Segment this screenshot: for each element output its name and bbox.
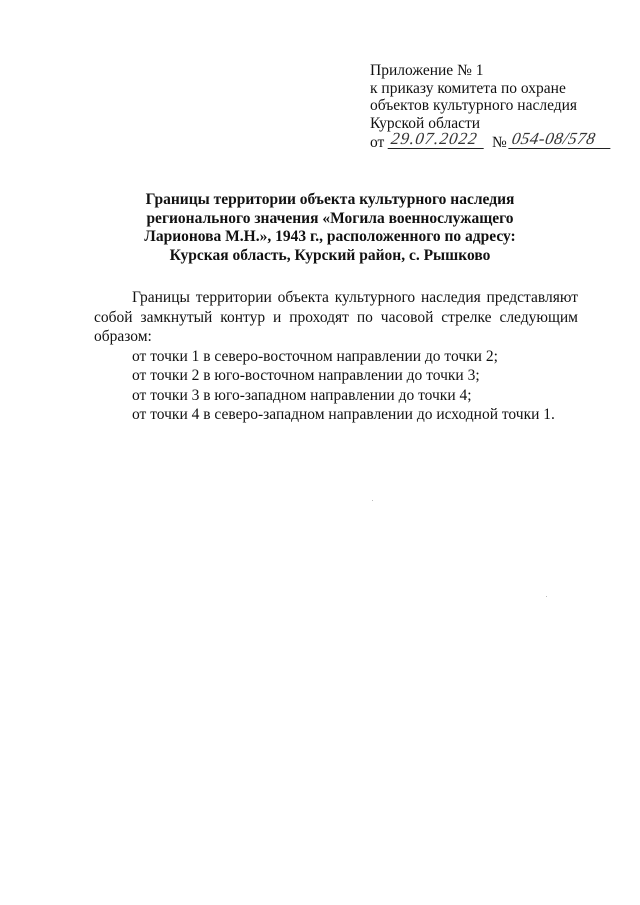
order-number-label: № (492, 134, 507, 151)
boundary-item-1: от точки 1 в северо-восточном направлении до точки 2; (132, 347, 498, 365)
appendix-region: Курской области (370, 114, 481, 132)
document-body (94, 288, 578, 425)
order-date-handwritten: 29.07.2022 (388, 130, 487, 149)
title-line-3: Ларионова М.Н.», 1943 г., расположенного по адресу: (144, 228, 516, 245)
order-date-prefix: от (370, 134, 385, 151)
appendix-title: Приложение № 1 (370, 62, 484, 79)
appendix-order-ref: к приказу комитета по охране (370, 79, 566, 97)
scan-speck (372, 500, 373, 501)
title-line-1: Границы территории объекта культурного наследия (145, 191, 515, 208)
title-line-4: Курская область, Курский район, с. Рышково (169, 246, 491, 264)
order-number-handwritten: 054-08/578 (508, 130, 613, 149)
boundary-description-paragraph: Границы территории объекта культурного наследия представляют собой замкнутый контур и проходят по часовой стрелке следующим образом: (94, 289, 578, 345)
document-title (120, 191, 540, 265)
boundary-item-4: от точки 4 в северо-западном направлении до исходной точки 1. (132, 406, 555, 423)
title-line-2: регионального значения «Могила военнослужащего (146, 209, 514, 227)
boundary-item-3: от точки 3 в юго-западном направлении до точки 4; (132, 386, 472, 404)
appendix-header (370, 62, 620, 154)
appendix-committee: объектов культурного наследия (370, 97, 578, 114)
order-date-number-line (370, 129, 620, 154)
boundary-item-2: от точки 2 в юго-восточном направлении до точки 3; (132, 367, 480, 384)
scan-speck (546, 596, 547, 597)
